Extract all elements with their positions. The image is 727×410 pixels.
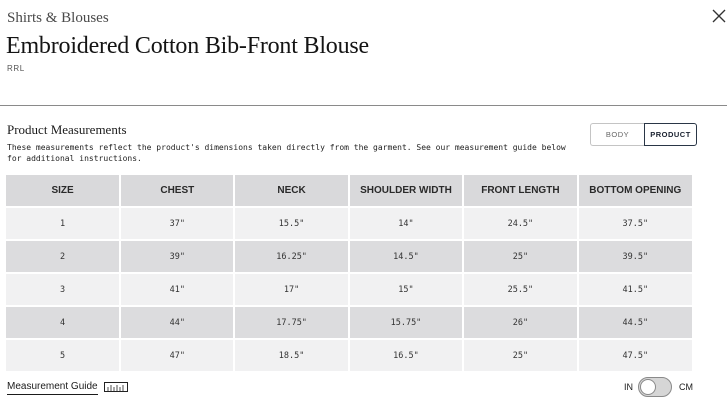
- table-cell: 15": [350, 274, 462, 305]
- table-row: [6, 208, 692, 239]
- table-cell: 17": [235, 274, 347, 305]
- table-row: [6, 340, 692, 371]
- table-cell: 18.5": [235, 340, 347, 371]
- table-cell: 37": [121, 208, 233, 239]
- table-cell: 16.5": [350, 340, 462, 371]
- column-header: CHEST: [121, 175, 233, 206]
- table-cell: 41.5": [579, 274, 692, 305]
- table-cell: 2: [6, 241, 119, 272]
- switch-knob: [640, 379, 656, 395]
- column-header: NECK: [235, 175, 347, 206]
- unit-in-label: IN: [624, 382, 633, 392]
- measurement-guide-link[interactable]: [7, 381, 128, 395]
- category-label: Shirts & Blouses: [7, 10, 109, 26]
- close-button[interactable]: [712, 9, 727, 25]
- table-cell: 14.5": [350, 241, 462, 272]
- table-cell: 44": [121, 307, 233, 338]
- measurement-view-toggle: [590, 123, 697, 146]
- close-icon: [712, 9, 726, 23]
- table-cell: 15.5": [235, 208, 347, 239]
- measurements-description: These measurements reflect the product's dimensions taken directly from the garment. See our measurement guide below for additional instructions.: [7, 143, 566, 163]
- product-title: Embroidered Cotton Bib-Front Blouse: [6, 33, 369, 59]
- table-cell: 5: [6, 340, 119, 371]
- measurements-title: Product Measurements: [7, 122, 127, 137]
- table-cell: 16.25": [235, 241, 347, 272]
- table-cell: 15.75": [350, 307, 462, 338]
- table-cell: 25": [464, 340, 576, 371]
- table-cell: 41": [121, 274, 233, 305]
- column-header: FRONT LENGTH: [464, 175, 576, 206]
- unit-switch[interactable]: [638, 377, 672, 397]
- table-row: [6, 274, 692, 305]
- unit-cm-label: CM: [679, 382, 693, 392]
- column-header: BOTTOM OPENING: [579, 175, 692, 206]
- unit-toggle: [624, 377, 693, 397]
- table-cell: 37.5": [579, 208, 692, 239]
- table-row: [6, 241, 692, 272]
- table-cell: 39": [121, 241, 233, 272]
- measurements-table: [4, 173, 694, 373]
- table-cell: 4: [6, 307, 119, 338]
- table-cell: 24.5": [464, 208, 576, 239]
- table-row: [6, 307, 692, 338]
- column-header: SHOULDER WIDTH: [350, 175, 462, 206]
- table-cell: 47.5": [579, 340, 692, 371]
- measurement-guide-label: Measurement Guide: [7, 381, 98, 395]
- table-cell: 1: [6, 208, 119, 239]
- table-cell: 39.5": [579, 241, 692, 272]
- body-view-button[interactable]: BODY: [590, 123, 644, 146]
- table-cell: 3: [6, 274, 119, 305]
- table-cell: 47": [121, 340, 233, 371]
- product-view-button[interactable]: PRODUCT: [644, 123, 697, 146]
- table-cell: 26": [464, 307, 576, 338]
- column-header: SIZE: [6, 175, 119, 206]
- table-cell: 17.75": [235, 307, 347, 338]
- table-cell: 25.5": [464, 274, 576, 305]
- table-cell: 14": [350, 208, 462, 239]
- brand-label: RRL: [7, 64, 25, 73]
- ruler-icon: [104, 382, 128, 395]
- table-cell: 25": [464, 241, 576, 272]
- header-divider: [0, 105, 727, 106]
- table-cell: 44.5": [579, 307, 692, 338]
- table-header-row: [6, 175, 692, 206]
